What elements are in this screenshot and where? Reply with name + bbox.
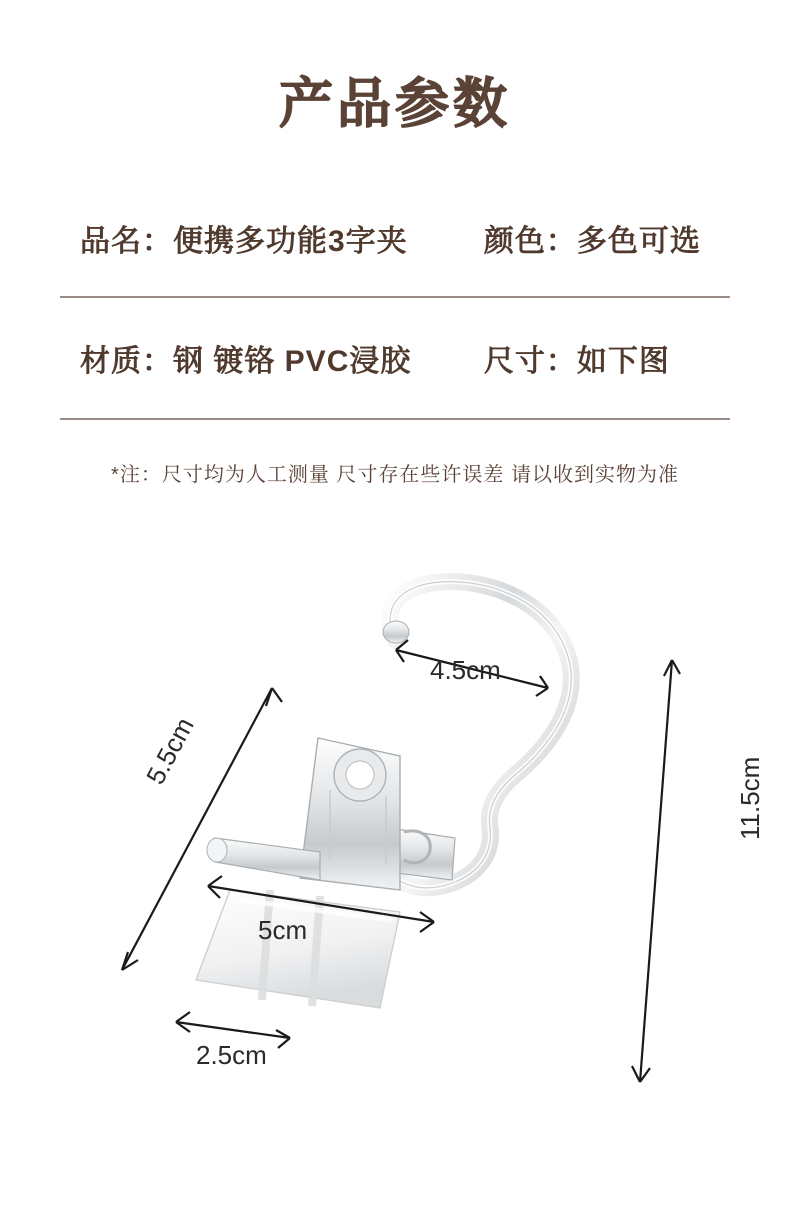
- product-illustration: [0, 560, 790, 1170]
- spec-cell-name: [60, 216, 474, 260]
- spec-label: 材质：: [80, 345, 173, 378]
- spec-cell-material: [60, 336, 474, 380]
- page-title: 产品参数: [279, 74, 511, 134]
- divider: [60, 418, 730, 420]
- spec-label: 品名：: [80, 225, 173, 258]
- clip-lever: [207, 838, 320, 880]
- spec-cell-size: [474, 336, 730, 380]
- spec-cell-color: [474, 216, 730, 260]
- spec-value: 多色可选: [576, 225, 701, 258]
- dimension-total-length: 11.5cm: [735, 756, 765, 840]
- pvc-jaw: [196, 890, 400, 1008]
- divider: [60, 296, 730, 298]
- spec-row: [60, 320, 730, 396]
- dimension-hook-width: 4.5cm: [430, 655, 501, 685]
- spec-value: 如下图: [576, 345, 670, 378]
- dimension-clip-width: 2.5cm: [196, 1040, 267, 1070]
- product-diagram: [0, 560, 790, 1170]
- spec-label: 尺寸：: [483, 345, 577, 378]
- spec-value: 便携多功能3字夹: [173, 225, 408, 258]
- spec-value: 钢 镀铬 PVC浸胶: [173, 345, 412, 378]
- spec-label: 颜色：: [483, 225, 577, 258]
- measurement-note: *注：尺寸均为人工测量 尺寸存在些许误差 请以收到实物为准: [111, 464, 679, 486]
- spec-row: [60, 200, 730, 276]
- dimension-clip-length: 5cm: [258, 915, 308, 945]
- dimension-clip-diagonal: 5.5cm: [140, 712, 200, 790]
